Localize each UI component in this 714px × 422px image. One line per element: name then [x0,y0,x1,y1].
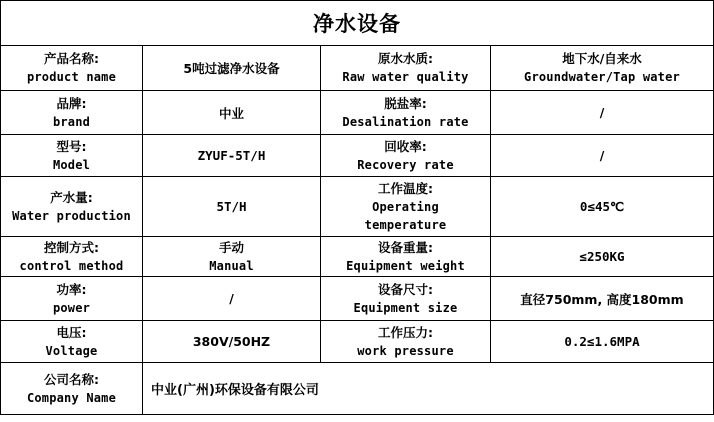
label-cn: 工作压力: [378,324,433,340]
label-cn: 产品名称: [44,51,99,66]
equipment-weight-value: ≤250KG [491,237,714,277]
label-cn: 控制方式: [44,239,99,255]
label-cn: 品牌: [56,95,87,111]
label-en: power [52,300,91,315]
label-cn: 工作温度: [378,180,433,196]
label-en: work pressure [357,343,454,358]
label-en: Desalination rate [342,114,469,129]
page-title: 净水设备 [1,1,714,46]
table-row [1,91,714,135]
raw-water-value [491,46,714,91]
power-value: / [143,277,321,321]
desalination-value: / [491,91,714,135]
label-cn: 设备尺寸: [378,281,433,297]
table-row [1,321,714,363]
model-label [1,135,143,177]
label-en: Voltage [45,343,98,358]
table-row [1,177,714,237]
label-cn: 原水水质: [378,51,433,66]
product-name-label [1,46,143,91]
equipment-weight-label [321,237,491,277]
label-en: Company Name [26,390,117,405]
label-en: Model [52,157,91,172]
label-en: Raw water quality [342,70,469,84]
value-en: Manual [209,258,254,273]
company-row [1,363,714,415]
power-label [1,277,143,321]
water-production-label [1,177,143,237]
work-pressure-value: 0.2≤1.6MPA [491,321,714,363]
label-en: Recovery rate [357,157,454,172]
label-cn: 功率: [56,281,87,297]
label-en: product name [26,70,117,84]
label-en: control method [19,258,124,273]
title-row [1,1,714,46]
table-row [1,277,714,321]
label-cn: 脱盐率: [384,95,427,111]
table-row [1,135,714,177]
label-en: brand [52,114,91,129]
value-en: Groundwater/Tap water [524,70,680,84]
label-en: temperature [364,217,447,232]
company-name-value: 中业(广州)环保设备有限公司 [143,363,714,415]
label-en: Equipment size [353,300,458,315]
voltage-label [1,321,143,363]
operating-temperature-label [321,177,491,237]
equipment-size-label [321,277,491,321]
control-method-label [1,237,143,277]
company-name-label [1,363,143,415]
table-row [1,46,714,91]
value-cn: 手动 [218,239,244,255]
voltage-value: 380V/50HZ [143,321,321,363]
label-cn: 回收率: [384,138,427,154]
work-pressure-label [321,321,491,363]
label-cn: 公司名称: [44,371,99,387]
operating-temperature-value: 0≤45℃ [491,177,714,237]
desalination-label [321,91,491,135]
label-cn: 设备重量: [378,239,433,255]
brand-label [1,91,143,135]
label-en: Equipment weight [346,258,465,273]
raw-water-label [321,46,491,91]
model-value: ZYUF-5T/H [143,135,321,177]
label-cn: 产水量: [50,189,93,205]
brand-value: 中业 [143,91,321,135]
label-en: Water production [12,208,131,223]
value-cn: 地下水/自来水 [562,51,642,66]
label-cn: 电压: [56,324,87,340]
label-en: Operating [372,199,439,214]
water-production-value: 5T/H [143,177,321,237]
label-cn: 型号: [56,138,87,154]
control-method-value [143,237,321,277]
table-row [1,237,714,277]
recovery-label [321,135,491,177]
recovery-value: / [491,135,714,177]
product-name-value: 5吨过滤净水设备 [143,46,321,91]
equipment-size-value: 直径750mm, 高度180mm [491,277,714,321]
